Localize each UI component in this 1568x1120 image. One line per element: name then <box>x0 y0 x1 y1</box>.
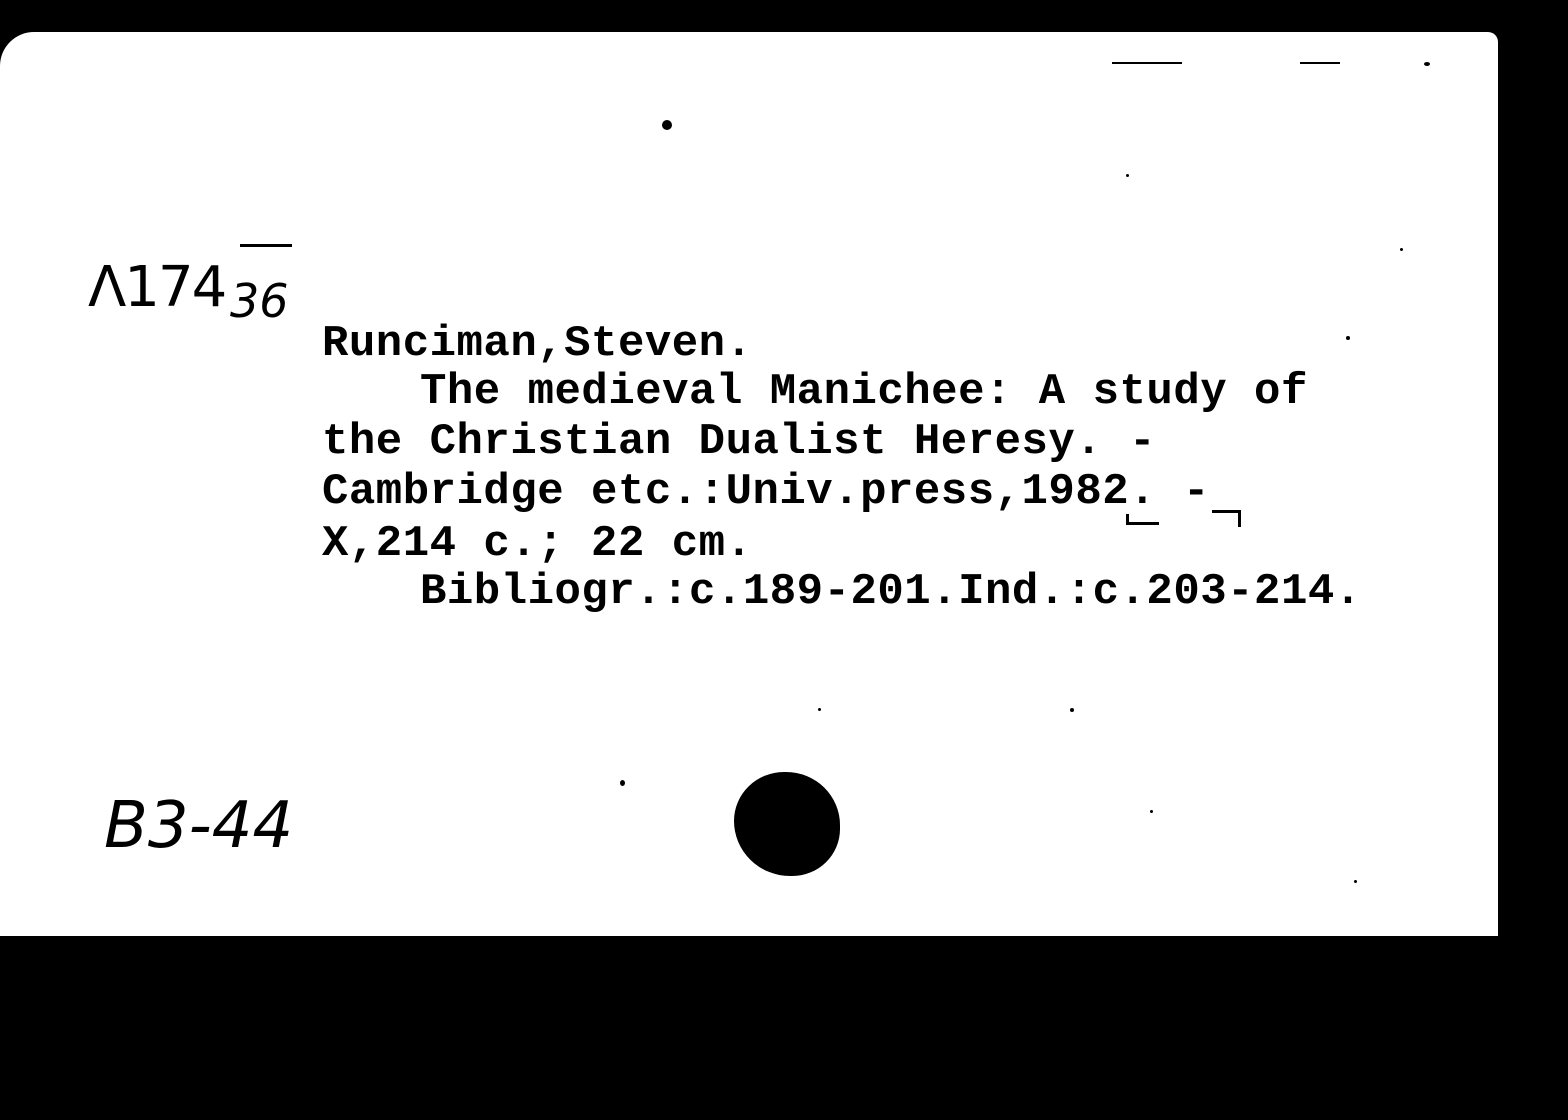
extent-line: X,214 c.; 22 cm. <box>322 519 753 569</box>
speck <box>1424 62 1430 66</box>
title-line-2: the Christian Dualist Heresy. - <box>322 417 1157 467</box>
catalog-card <box>0 32 1498 936</box>
speck <box>1400 248 1403 251</box>
speck <box>620 780 625 786</box>
notes-line: Bibliogr.:c.189-201.Ind.:c.203-214. <box>420 567 1362 617</box>
imprint-line: Cambridge etc.:Univ.press,1982. - <box>322 467 1210 517</box>
date-bracket-close <box>1212 510 1241 527</box>
edge-mark <box>1112 62 1182 64</box>
call-number-main: Λ174 <box>88 255 226 320</box>
accession-number: B3-44 <box>104 789 294 863</box>
author-heading: Runciman,Steven. <box>322 319 753 369</box>
punch-hole <box>734 772 840 876</box>
speck <box>1126 174 1129 177</box>
date-bracket-open <box>1126 514 1159 525</box>
speck <box>1070 708 1074 712</box>
call-number-sub: 36 <box>230 274 289 328</box>
speck <box>1150 810 1153 813</box>
speck <box>662 120 672 130</box>
speck <box>1354 880 1357 883</box>
speck <box>818 708 821 711</box>
call-number-overline <box>240 244 292 247</box>
speck <box>1346 336 1350 340</box>
edge-mark <box>1300 62 1340 64</box>
title-line-1: The medieval Manichee: A study of <box>420 367 1308 417</box>
